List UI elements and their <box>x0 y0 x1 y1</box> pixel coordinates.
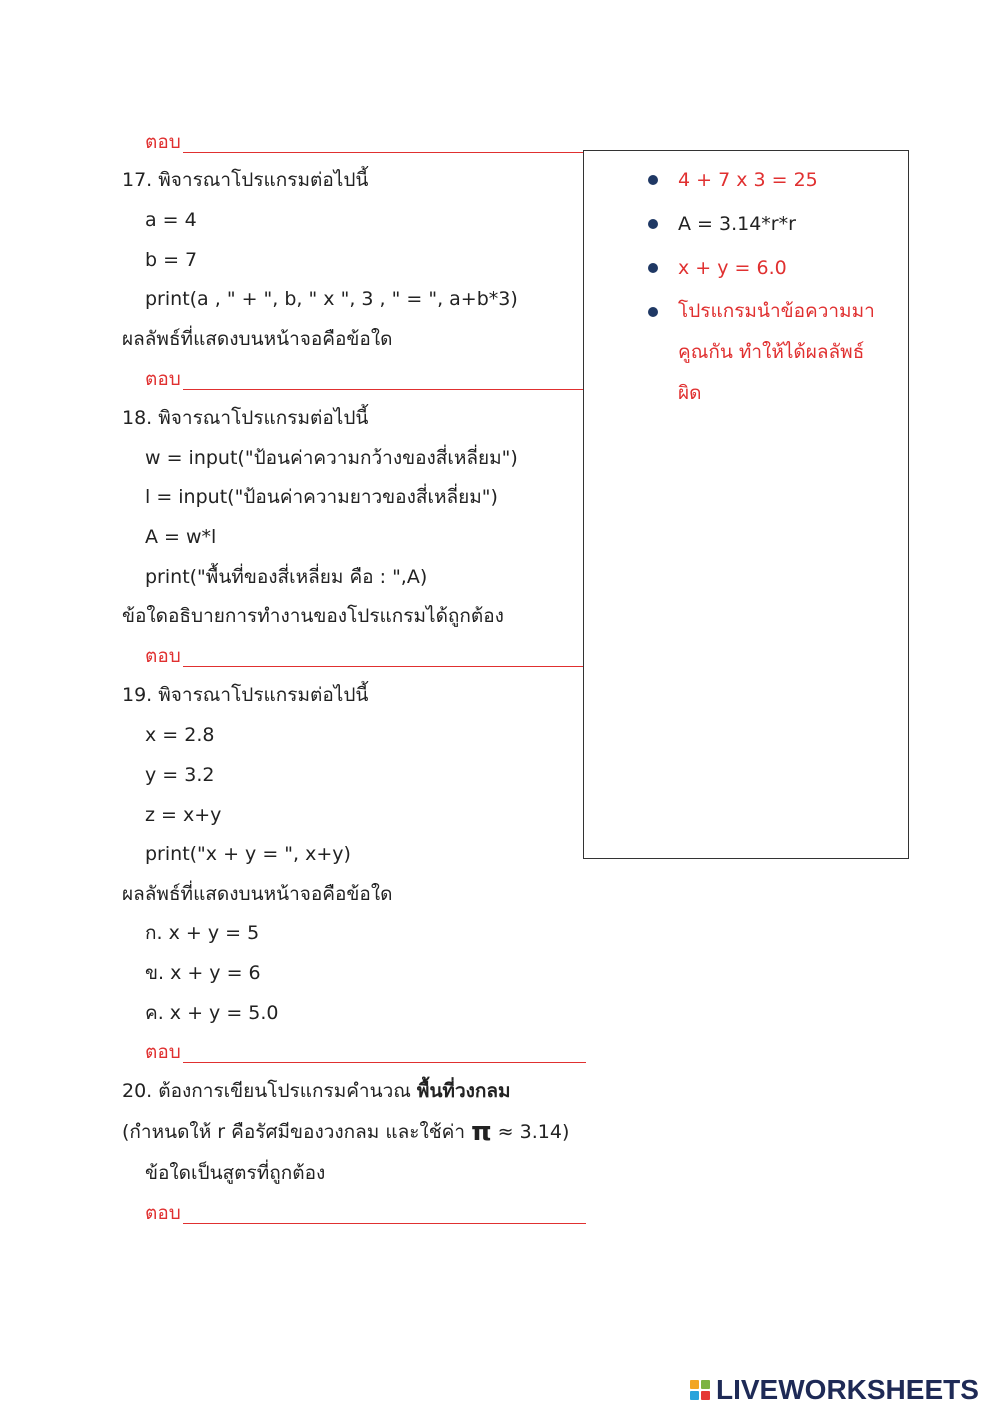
question-20-note-suffix: ≈ 3.14) <box>491 1121 570 1143</box>
logo-square <box>690 1380 699 1389</box>
question-20-title-text: 20. ต้องการเขียนโปรแกรมคำนวณ <box>122 1080 417 1102</box>
choice-item: ข. x + y = 6 <box>145 962 261 984</box>
code-line: l = input("ป้อนค่าความยาวของสี่เหลี่ยม") <box>145 486 498 508</box>
liveworksheets-logo <box>690 1374 979 1406</box>
logo-square <box>701 1391 710 1400</box>
code-line: y = 3.2 <box>145 764 215 786</box>
logo-square <box>701 1380 710 1389</box>
bullet-icon <box>648 263 658 273</box>
answer-label: ตอบ <box>145 368 181 390</box>
question-17-prompt: ผลลัพธ์ที่แสดงบนหน้าจอคือข้อใด <box>122 328 393 350</box>
answer-blank[interactable] <box>183 152 586 153</box>
answer-option-text: A = 3.14*r*r <box>678 213 796 235</box>
answer-option-text: x + y = 6.0 <box>678 257 787 279</box>
bullet-icon <box>648 175 658 185</box>
answer-label: ตอบ <box>145 645 181 667</box>
choice-item: ค. x + y = 5.0 <box>145 1002 279 1024</box>
answer-blank-20[interactable] <box>183 1223 586 1224</box>
answer-options-box <box>583 150 909 859</box>
question-20-title-bold: พื้นที่วงกลม <box>416 1080 511 1102</box>
code-line: a = 4 <box>145 209 197 231</box>
logo-square <box>690 1391 699 1400</box>
choice-item: ก. x + y = 5 <box>145 922 260 944</box>
bullet-icon <box>648 307 658 317</box>
answer-blank-17[interactable] <box>183 389 586 390</box>
code-line: print("x + y = ", x+y) <box>145 843 351 865</box>
answer-label: ตอบ <box>145 131 181 153</box>
answer-blank-18[interactable] <box>183 666 586 667</box>
logo-grid-icon <box>690 1380 710 1400</box>
pi-symbol: π <box>471 1117 492 1147</box>
code-line: z = x+y <box>145 804 222 826</box>
question-20-note <box>122 1118 569 1146</box>
question-20-prompt: ข้อใดเป็นสูตรที่ถูกต้อง <box>145 1162 326 1184</box>
question-17-title: 17. พิจารณาโปรแกรมต่อไปนี้ <box>122 169 369 191</box>
answer-option-text: โปรแกรมนำข้อความมาคูณกัน ทำให้ได้ผลลัพธ์ผิด <box>678 300 875 404</box>
answer-blank-19[interactable] <box>183 1062 586 1063</box>
question-20-note-prefix: (กำหนดให้ r คือรัศมีของวงกลม และใช้ค่า <box>122 1121 472 1143</box>
brand-name: LIVEWORKSHEETS <box>716 1374 979 1405</box>
code-line: A = w*l <box>145 526 217 548</box>
answer-label: ตอบ <box>145 1202 181 1224</box>
answer-label: ตอบ <box>145 1041 181 1063</box>
bullet-icon <box>648 219 658 229</box>
answer-option-text: 4 + 7 x 3 = 25 <box>678 169 818 191</box>
question-20-title <box>122 1077 511 1105</box>
question-19-prompt: ผลลัพธ์ที่แสดงบนหน้าจอคือข้อใด <box>122 883 393 905</box>
code-line: print("พื้นที่ของสี่เหลี่ยม คือ : ",A) <box>145 566 428 588</box>
question-18-title: 18. พิจารณาโปรแกรมต่อไปนี้ <box>122 407 369 429</box>
code-line: b = 7 <box>145 249 198 271</box>
code-line: print(a , " + ", b, " x ", 3 , " = ", a+b*3) <box>145 288 518 310</box>
question-18-prompt: ข้อใดอธิบายการทำงานของโปรแกรมได้ถูกต้อง <box>122 605 504 627</box>
code-line: w = input("ป้อนค่าความกว้างของสี่เหลี่ยม") <box>145 447 518 469</box>
code-line: x = 2.8 <box>145 724 215 746</box>
question-19-title: 19. พิจารณาโปรแกรมต่อไปนี้ <box>122 684 369 706</box>
